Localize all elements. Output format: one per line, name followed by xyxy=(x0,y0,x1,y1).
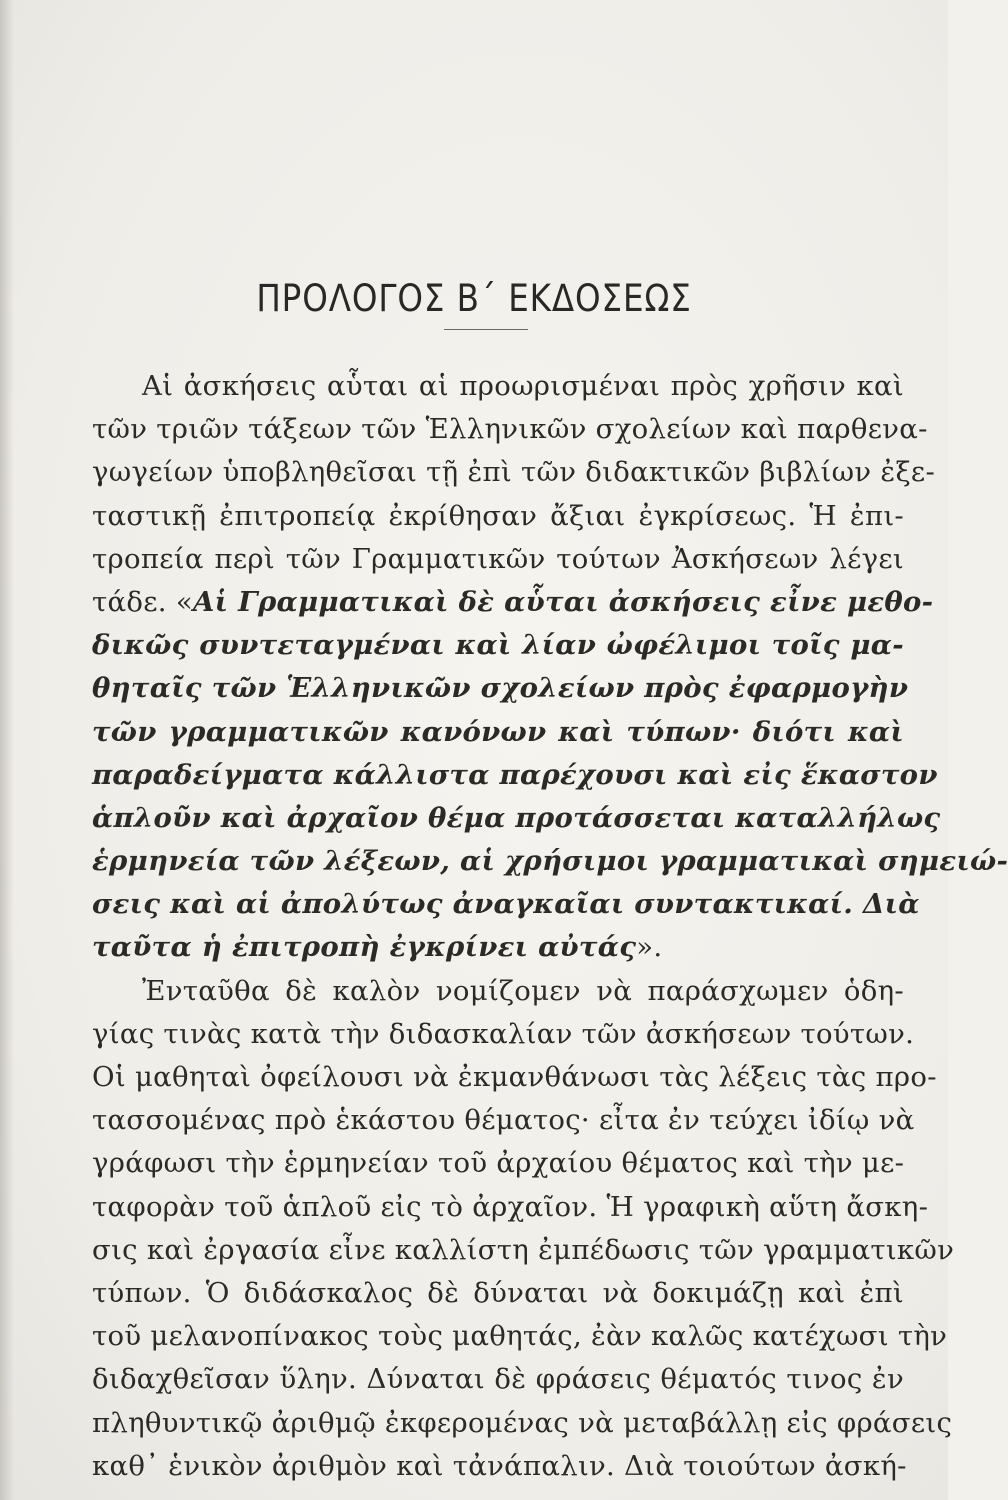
p2-line-3: Οἱ μαθηταὶ ὀφείλουσι νὰ ἐκμανθάνωσι τὰς λέξεις τὰς προ- xyxy=(92,1061,937,1093)
p1-line-2: τῶν τριῶν τάξεων τῶν Ἑλληνικῶν σχολείων καὶ παρθενα- xyxy=(92,413,928,446)
quote-line-7: σεις καὶ αἱ ἀπολύτως ἀναγκαῖαι συντακτικαί. Διὰ xyxy=(92,888,920,921)
p2-line-2: γίας τινὰς κατὰ τὴν διδασκαλίαν τῶν ἀσκήσεων τούτων. xyxy=(92,1017,915,1050)
p1-line-6-quote: Αἱ Γραμματικαὶ δὲ αὗται ἀσκήσεις εἶνε μεθο- xyxy=(193,585,934,618)
p1-line-6-plain: τάδε. « xyxy=(92,585,193,618)
p2-line-4: τασσομένας πρὸ ἑκάστου θέματος· εἶτα ἐν τεύχει ἰδίῳ νὰ xyxy=(92,1104,915,1137)
p1-last-plain: ». xyxy=(636,931,663,964)
p2-line-1: Ἐνταῦθα δὲ καλὸν νομίζομεν νὰ παράσχωμεν ὁδη- xyxy=(142,974,904,1007)
p2-line-7: σις καὶ ἐργασία εἶνε καλλίστη ἐμπέδωσις τῶν γραμματικῶν xyxy=(92,1233,955,1266)
quote-line-2: θηταῖς τῶν Ἑλληνικῶν σχολείων πρὸς ἐφαρμογὴν xyxy=(92,672,909,705)
p2-line-8: τύπων. Ὁ διδάσκαλος δὲ δύναται νὰ δοκιμάζῃ καὶ ἐπὶ xyxy=(92,1276,904,1309)
title-divider xyxy=(444,329,528,330)
p2-line-5: γράφωσι τὴν ἑρμηνείαν τοῦ ἀρχαίου θέματος καὶ τὴν με- xyxy=(92,1147,905,1180)
p1-last-quote: ταῦτα ἡ ἐπιτροπὴ ἐγκρίνει αὐτάς xyxy=(92,931,637,964)
p1-line-5: τροπεία περὶ τῶν Γραμματικῶν τούτων Ἀσκήσεων λέγει xyxy=(92,542,904,575)
quote-line-1: δικῶς συντεταγμέναι καὶ λίαν ὠφέλιμοι τοῖς μα- xyxy=(92,629,904,662)
p2-line-11: πληθυντικῷ ἀριθμῷ ἐκφερομένας νὰ μεταβάλλῃ εἰς φράσεις xyxy=(92,1406,953,1439)
p1-line-1: Αἱ ἀσκήσεις αὗται αἱ προωρισμέναι πρὸς χρῆσιν καὶ xyxy=(142,370,904,402)
p2-line-10: διδαχθεῖσαν ὕλην. Δύναται δὲ φράσεις θέματός τινος ἐν xyxy=(92,1363,904,1396)
p2-line-12: καθ᾽ ἑνικὸν ἀριθμὸν καὶ τἀνάπαλιν. Διὰ τοιούτων ἀσκή- xyxy=(92,1449,907,1482)
p1-last-line xyxy=(92,926,904,969)
p2-line-6: ταφορὰν τοῦ ἁπλοῦ εἰς τὸ ἀρχαῖον. Ἡ γραφικὴ αὕτη ἄσκη- xyxy=(92,1190,929,1223)
page-title: ΠΡΟΛΟΓΟΣ Β΄ ΕΚΔΟΣΕΩΣ xyxy=(256,276,692,320)
body-text xyxy=(92,365,1008,1488)
quote-line-5: ἁπλοῦν καὶ ἀρχαῖον θέμα προτάσσεται καταλλήλως xyxy=(92,801,941,834)
p2-line-9: τοῦ μελανοπίνακος τοὺς μαθητάς, ἐὰν καλῶς κατέχωσι τὴν xyxy=(92,1320,948,1353)
p1-line-4: ταστικῇ ἐπιτροπείᾳ ἐκρίθησαν ἄξιαι ἐγκρίσεως. Ἡ ἐπι- xyxy=(92,499,904,532)
p1-line-6 xyxy=(92,581,934,624)
quote-line-6: ἑρμηνεία τῶν λέξεων, αἱ χρήσιμοι γραμματικαὶ σημειώ- xyxy=(92,845,1008,878)
p1-line-3: γωγείων ὑποβληθεῖσαι τῇ ἐπὶ τῶν διδακτικῶν βιβλίων ἐξε- xyxy=(92,456,936,489)
quote-line-3: τῶν γραμματικῶν κανόνων καὶ τύπων· διότι καὶ xyxy=(92,715,904,748)
quote-line-4: παραδείγματα κάλλιστα παρέχουσι καὶ εἰς ἕκαστον xyxy=(92,758,938,791)
